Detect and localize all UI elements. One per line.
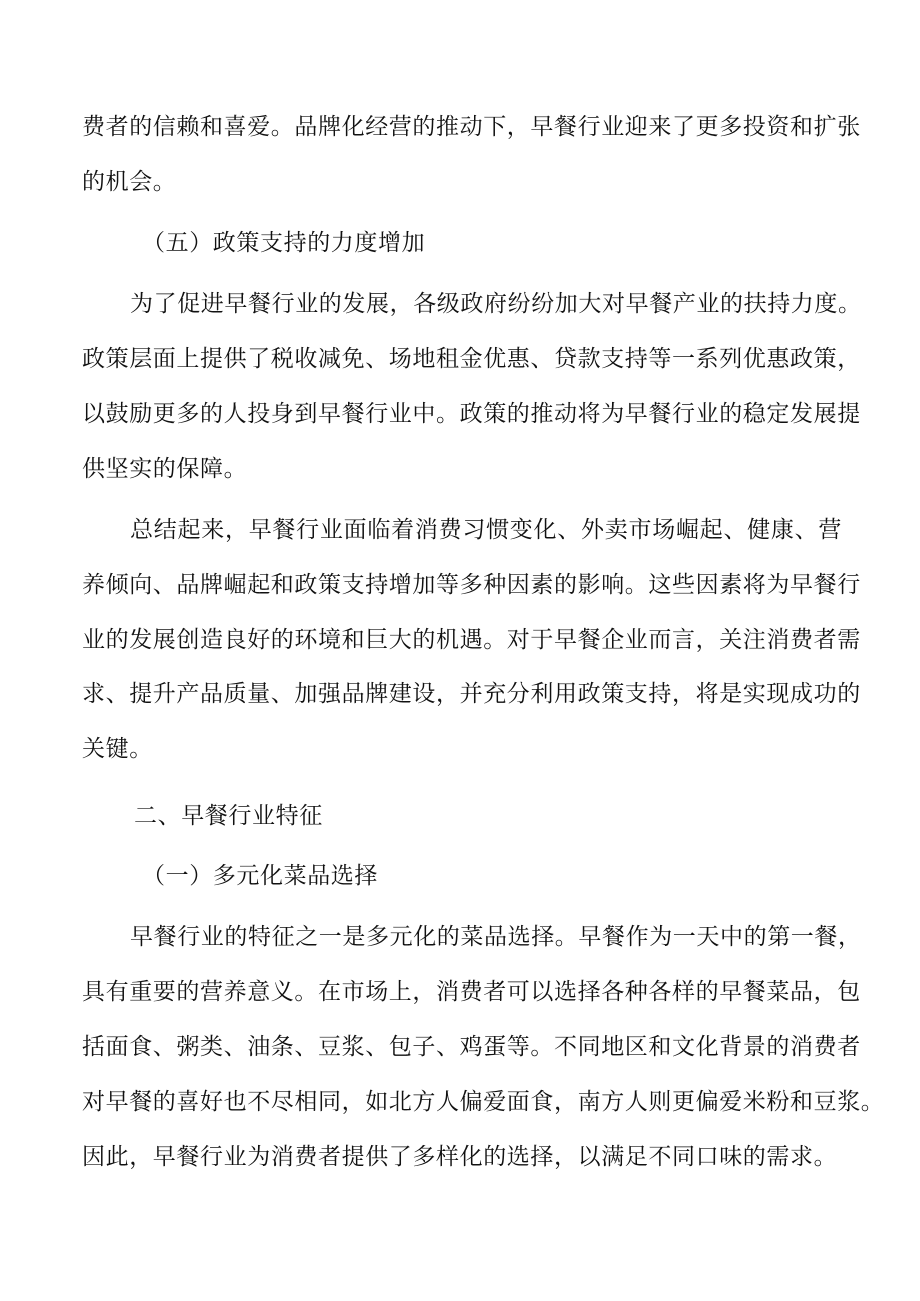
paragraph-line: 为了促进早餐行业的发展，各级政府纷纷加大对早餐产业的扶持力度。 bbox=[130, 291, 862, 317]
paragraph-line: 费者的信赖和喜爱。品牌化经营的推动下，早餐行业迎来了更多投资和扩张 bbox=[82, 114, 861, 140]
paragraph-line: 关键。 bbox=[82, 736, 153, 762]
section-heading-1: （一）多元化菜品选择 bbox=[142, 863, 378, 889]
paragraph-line: 供坚实的保障。 bbox=[82, 456, 248, 482]
paragraph-line: 以鼓励更多的人投身到早餐行业中。政策的推动将为早餐行业的稳定发展提 bbox=[82, 401, 861, 427]
paragraph-line: 总结起来，早餐行业面临着消费习惯变化、外卖市场崛起、健康、营 bbox=[130, 517, 842, 543]
section-heading-5: （五）政策支持的力度增加 bbox=[142, 230, 426, 256]
chapter-heading: 二、早餐行业特征 bbox=[134, 803, 323, 829]
paragraph-line: 业的发展创造良好的环境和巨大的机遇。对于早餐企业而言，关注消费者需 bbox=[82, 627, 861, 653]
paragraph-line: 政策层面上提供了税收减免、场地租金优惠、贷款支持等一系列优惠政策， bbox=[82, 346, 861, 372]
paragraph-line: 具有重要的营养意义。在市场上，消费者可以选择各种各样的早餐菜品，包 bbox=[82, 979, 861, 1005]
paragraph-line: 因此，早餐行业为消费者提供了多样化的选择，以满足不同口味的需求。 bbox=[82, 1144, 838, 1170]
paragraph-line: 早餐行业的特征之一是多元化的菜品选择。早餐作为一天中的第一餐， bbox=[130, 924, 862, 950]
paragraph-line: 养倾向、品牌崛起和政策支持增加等多种因素的影响。这些因素将为早餐行 bbox=[82, 572, 861, 598]
paragraph-line: 括面食、粥类、油条、豆浆、包子、鸡蛋等。不同地区和文化背景的消费者 bbox=[82, 1034, 861, 1060]
paragraph-line: 的机会。 bbox=[82, 169, 177, 195]
paragraph-line: 求、提升产品质量、加强品牌建设，并充分利用政策支持，将是实现成功的 bbox=[82, 681, 861, 707]
paragraph-line: 对早餐的喜好也不尽相同，如北方人偏爱面食，南方人则更偏爱米粉和豆浆。 bbox=[82, 1089, 885, 1115]
